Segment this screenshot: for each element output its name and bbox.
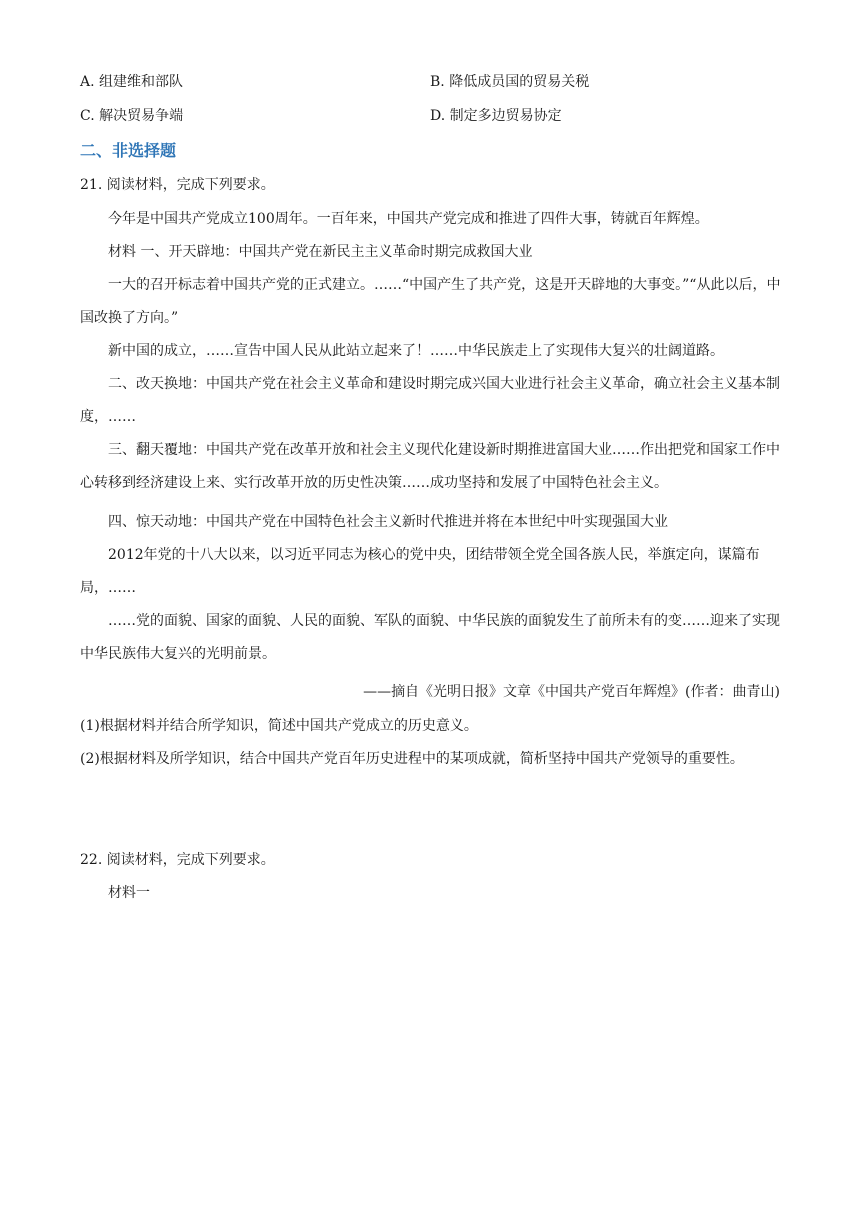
q21-source: ——摘自《光明日报》文章《中国共产党百年辉煌》(作者：曲青山) bbox=[363, 684, 780, 700]
choice-b: B. 降低成员国的贸易关税 bbox=[430, 74, 590, 90]
q21-material-3: 三、翻天覆地：中国共产党在改革开放和社会主义现代化建设新时期推进富国大业……作出把党和国家工作中心转移到经济建设上来、实行改革开放的历史性决策……成功坚持和发展了中国特色社会主义。 bbox=[80, 442, 780, 491]
q21-intro: 今年是中国共产党成立100周年。一百年来，中国共产党完成和推进了四件大事，铸就百年辉煌。 bbox=[108, 211, 709, 227]
q21-material-4-para-1: 2012年党的十八大以来，以习近平同志为核心的党中央，团结带领全党全国各族人民，举旗定向，谋篇布局，…… bbox=[80, 547, 760, 596]
q21-subquestion-2: (2)根据材料及所学知识，结合中国共产党百年历史进程中的某项成就，简析坚持中国共产党领导的重要性。 bbox=[80, 751, 744, 767]
choice-d: D. 制定多边贸易协定 bbox=[430, 108, 562, 124]
q21-material-1-title: 材料 一、开天辟地：中国共产党在新民主主义革命时期完成救国大业 bbox=[108, 244, 533, 260]
question-22-stem: 22. 阅读材料，完成下列要求。 bbox=[80, 852, 275, 868]
q21-material-1-para-1: 一大的召开标志着中国共产党的正式建立。……“中国产生了共产党，这是开天辟地的大事变。”“从此以后，中国改换了方向。” bbox=[80, 277, 781, 326]
q21-material-4-para-2: ……党的面貌、国家的面貌、人民的面貌、军队的面貌、中华民族的面貌发生了前所未有的变……迎来了实现中华民族伟大复兴的光明前景。 bbox=[80, 613, 780, 662]
q21-material-1-para-2: 新中国的成立，……宣告中国人民从此站立起来了！……中华民族走上了实现伟大复兴的壮阔道路。 bbox=[108, 343, 724, 359]
q21-material-4-title: 四、惊天动地：中国共产党在中国特色社会主义新时代推进并将在本世纪中叶实现强国大业 bbox=[108, 514, 668, 530]
q21-material-2: 二、改天换地：中国共产党在社会主义革命和建设时期完成兴国大业进行社会主义革命，确立社会主义基本制度，…… bbox=[80, 376, 780, 425]
q22-material-1-label: 材料一 bbox=[108, 885, 150, 901]
section-title: 二、非选择题 bbox=[80, 141, 177, 160]
choice-c: C. 解决贸易争端 bbox=[80, 108, 184, 124]
q21-subquestion-1: (1)根据材料并结合所学知识，简述中国共产党成立的历史意义。 bbox=[80, 718, 478, 734]
choice-a: A. 组建维和部队 bbox=[80, 74, 184, 90]
question-21-stem: 21. 阅读材料，完成下列要求。 bbox=[80, 177, 275, 193]
